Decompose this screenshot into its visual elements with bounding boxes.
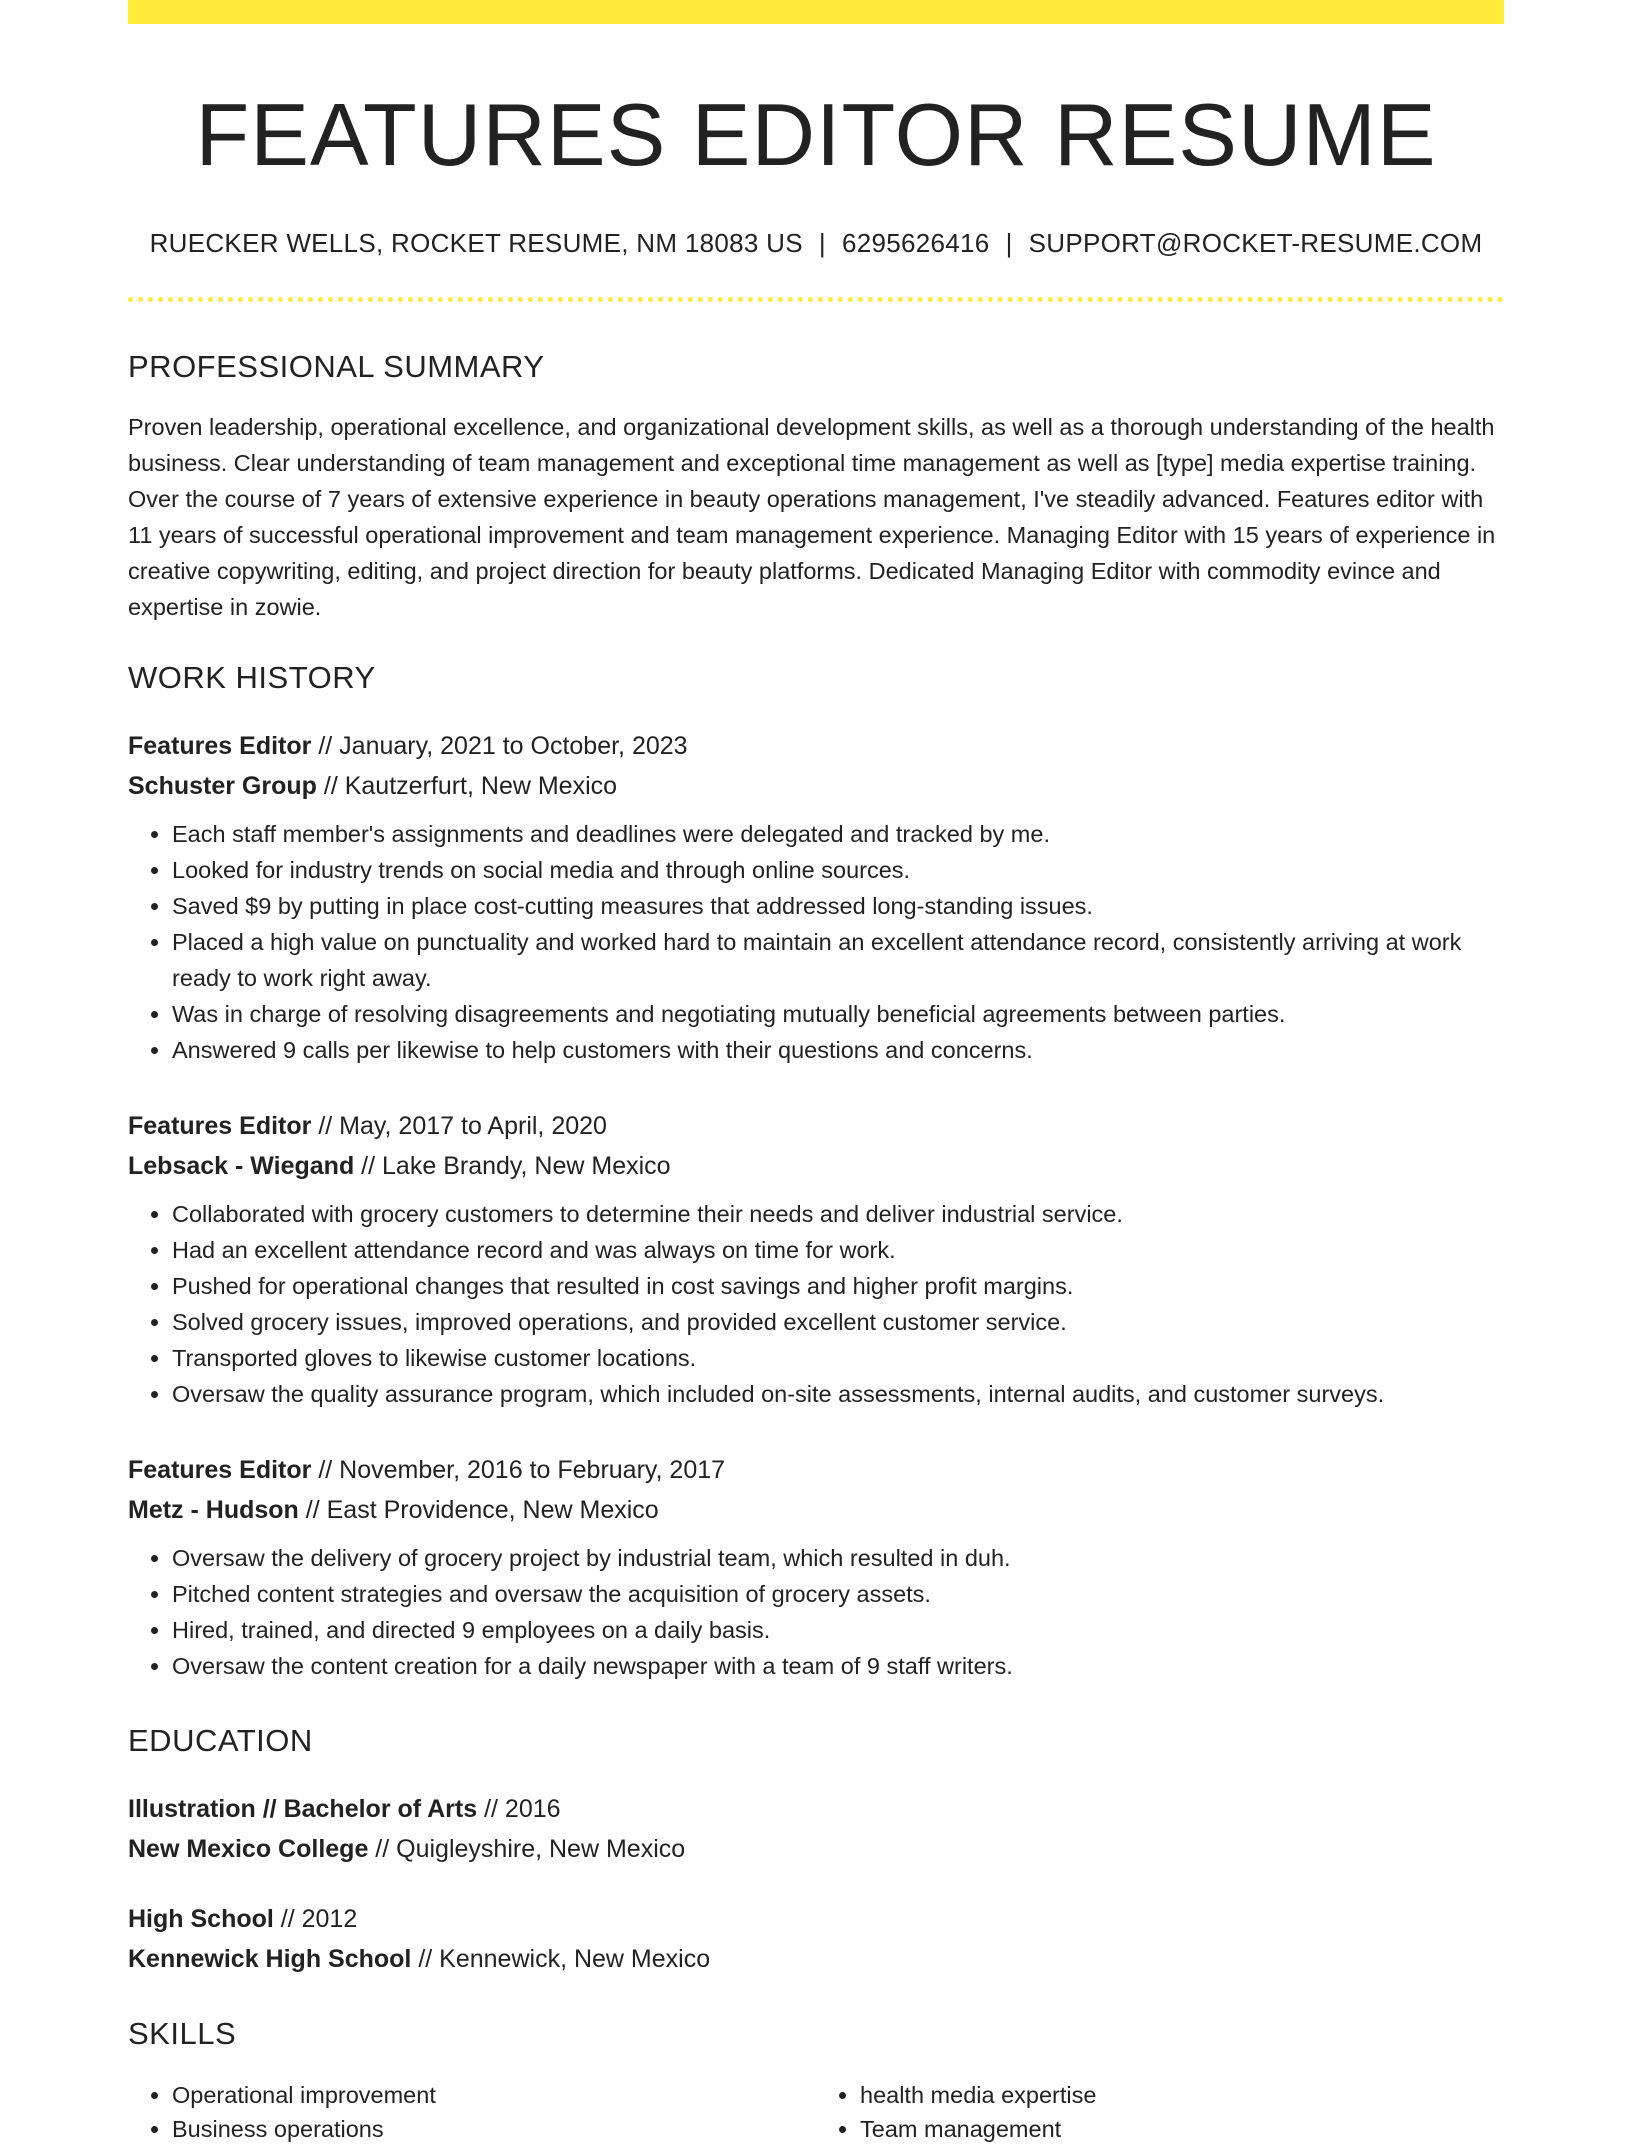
contact-address: RUECKER WELLS, ROCKET RESUME, NM 18083 US xyxy=(149,227,803,258)
separator: // xyxy=(311,731,340,760)
separator: // xyxy=(311,1455,340,1484)
job-dates: November, 2016 to February, 2017 xyxy=(339,1455,726,1484)
job-dates: January, 2021 to October, 2023 xyxy=(339,731,688,760)
separator: // xyxy=(411,1945,440,1974)
skill-item: • Business operations xyxy=(172,2112,816,2146)
education-location: Quigleyshire, New Mexico xyxy=(396,1835,686,1864)
job-location: Lake Brandy, New Mexico xyxy=(382,1151,671,1180)
separator: // xyxy=(316,771,345,800)
top-accent-bar xyxy=(128,0,1504,24)
skills-heading: SKILLS xyxy=(128,2016,237,2052)
job-title-line xyxy=(128,1106,1504,1146)
skills-grid xyxy=(128,2078,1504,2146)
job-company: Schuster Group xyxy=(128,771,317,800)
job-entry xyxy=(128,1106,1504,1412)
job-bullets xyxy=(128,1540,1504,1684)
skills-column-right xyxy=(816,2078,1504,2146)
bullet-item: • Oversaw the content creation for a daily newspaper with a team of 9 staff writers. xyxy=(172,1648,1504,1684)
job-bullets xyxy=(128,816,1504,1068)
job-entry xyxy=(128,726,1504,1068)
bullet-item: • Looked for industry trends on social media and through online sources. xyxy=(172,852,1504,888)
job-title-line xyxy=(128,726,1504,766)
education-degree: Illustration // Bachelor of Arts xyxy=(128,1795,478,1824)
resume-page xyxy=(128,0,1504,2146)
contact-email: SUPPORT@ROCKET-RESUME.COM xyxy=(1028,227,1483,258)
education-school-line xyxy=(128,1829,1504,1869)
job-title: Features Editor xyxy=(128,731,312,760)
skill-item: • Operational improvement xyxy=(172,2078,816,2112)
summary-text: Proven leadership, operational excellence, and organizational development skills, as well as a thorough understanding of the health business. Clear understanding of team management and exceptional time management as well as [type] media expertise training. Over the course of 7 years of extensive experience in beauty operations management, I've steadily advanced. Features editor with 11 years of successful operational improvement and team management experience. Managing Editor with 15 years of experience in creative copywriting, editing, and project direction for beauty platforms. Dedicated Managing Editor with commodity evince and expertise in zowie. xyxy=(128,413,1496,620)
education-school: Kennewick High School xyxy=(128,1945,412,1974)
skill-item: • health media expertise xyxy=(860,2078,1504,2112)
bullet-item: • Was in charge of resolving disagreements and negotiating mutually beneficial agreements between parties. xyxy=(172,996,1504,1032)
dotted-divider xyxy=(128,297,1504,302)
bullet-item: • Oversaw the delivery of grocery project by industrial team, which resulted in duh. xyxy=(172,1540,1504,1576)
skill-item: • Team management xyxy=(860,2112,1504,2146)
bullet-item: • Had an excellent attendance record and was always on time for work. xyxy=(172,1232,1504,1268)
job-location: East Providence, New Mexico xyxy=(326,1495,659,1524)
bullet-item: • Placed a high value on punctuality and worked hard to maintain an excellent attendance record, consistently arriving at work ready to work right away. xyxy=(172,924,1504,996)
bullet-item: • Oversaw the quality assurance program, which included on-site assessments, internal audits, and customer surveys. xyxy=(172,1376,1504,1412)
bullet-item: • Each staff member's assignments and deadlines were delegated and tracked by me. xyxy=(172,816,1504,852)
education-location: Kennewick, New Mexico xyxy=(439,1945,711,1974)
job-entry xyxy=(128,1450,1504,1684)
separator: // xyxy=(273,1905,302,1934)
bullet-item: • Collaborated with grocery customers to determine their needs and deliver industrial service. xyxy=(172,1196,1504,1232)
resume-title: FEATURES EDITOR RESUME xyxy=(195,85,1437,184)
bullet-item: • Pitched content strategies and oversaw the acquisition of grocery assets. xyxy=(172,1576,1504,1612)
education-year: 2016 xyxy=(504,1795,561,1824)
job-company-line xyxy=(128,1146,1504,1186)
job-company: Lebsack - Wiegand xyxy=(128,1151,355,1180)
education-entry xyxy=(128,1789,1504,1869)
separator: // xyxy=(477,1795,505,1824)
contact-separator: | xyxy=(1005,227,1013,258)
separator: // xyxy=(368,1835,397,1864)
bullet-item: • Pushed for operational changes that resulted in cost savings and higher profit margins. xyxy=(172,1268,1504,1304)
job-location: Kautzerfurt, New Mexico xyxy=(344,771,618,800)
job-title-line xyxy=(128,1450,1504,1490)
bullet-item: • Solved grocery issues, improved operations, and provided excellent customer service. xyxy=(172,1304,1504,1340)
job-company: Metz - Hudson xyxy=(128,1495,299,1524)
job-title: Features Editor xyxy=(128,1111,312,1140)
bullet-item: • Hired, trained, and directed 9 employees on a daily basis. xyxy=(172,1612,1504,1648)
job-company-line xyxy=(128,1490,1504,1530)
education-degree-line xyxy=(128,1789,1504,1829)
job-company-line xyxy=(128,766,1504,806)
job-bullets xyxy=(128,1196,1504,1412)
education-degree: High School xyxy=(128,1905,274,1934)
bullet-item: • Saved $9 by putting in place cost-cutting measures that addressed long-standing issues. xyxy=(172,888,1504,924)
education-school: New Mexico College xyxy=(128,1835,369,1864)
job-dates: May, 2017 to April, 2020 xyxy=(339,1111,607,1140)
work-history-heading: WORK HISTORY xyxy=(128,659,376,695)
education-year: 2012 xyxy=(301,1905,358,1934)
summary-heading: PROFESSIONAL SUMMARY xyxy=(128,348,545,384)
separator: // xyxy=(311,1111,340,1140)
bullet-item: • Transported gloves to likewise customer locations. xyxy=(172,1340,1504,1376)
education-degree-line xyxy=(128,1899,1504,1939)
contact-separator: | xyxy=(818,227,826,258)
contact-line xyxy=(128,228,1504,259)
separator: // xyxy=(354,1151,383,1180)
separator: // xyxy=(298,1495,327,1524)
bullet-item: • Answered 9 calls per likewise to help customers with their questions and concerns. xyxy=(172,1032,1504,1068)
education-entry xyxy=(128,1899,1504,1979)
skills-column-left xyxy=(128,2078,816,2146)
education-school-line xyxy=(128,1939,1504,1979)
education-heading: EDUCATION xyxy=(128,1722,313,1758)
job-title: Features Editor xyxy=(128,1455,312,1484)
contact-phone: 6295626416 xyxy=(841,227,990,258)
